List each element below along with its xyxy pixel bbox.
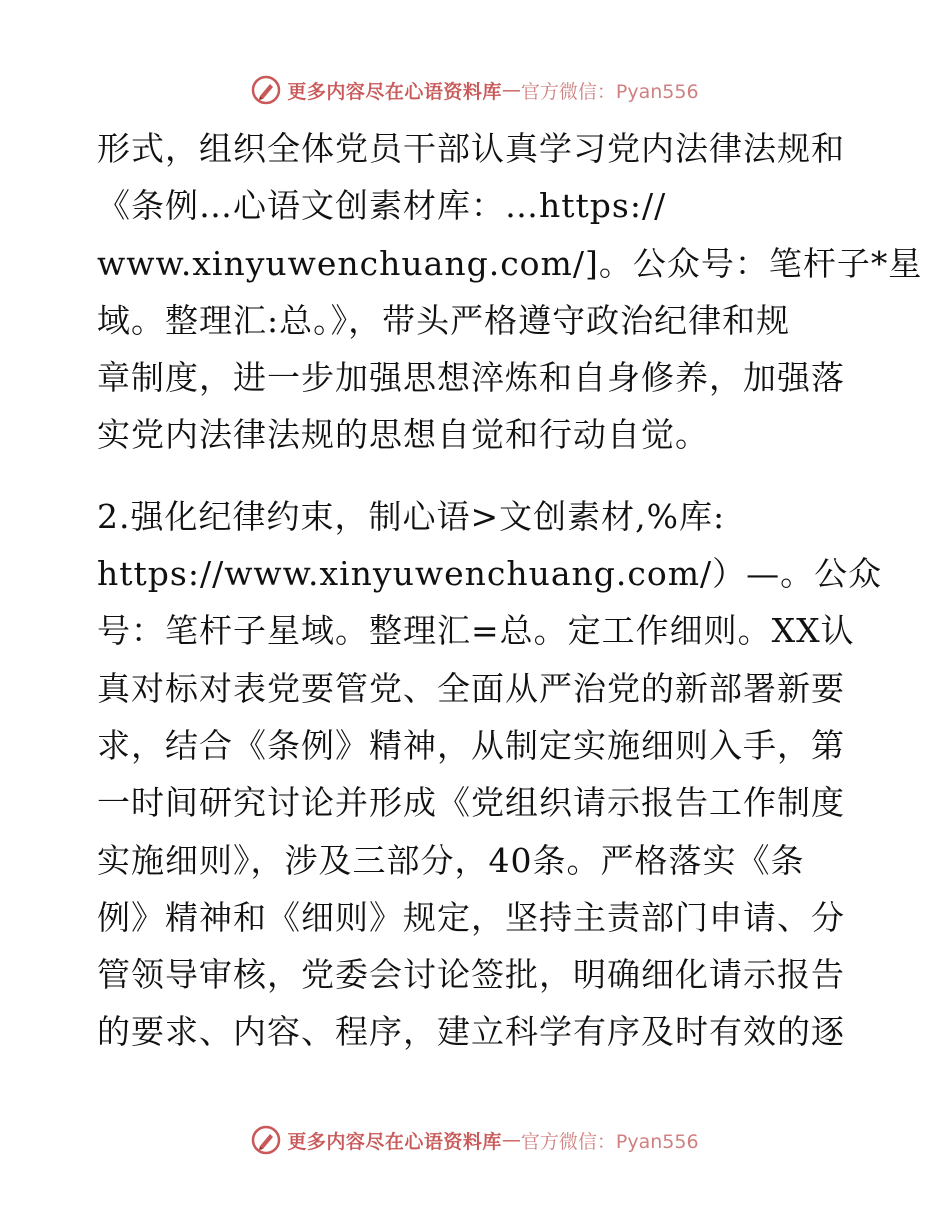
paragraph-spacer <box>97 464 857 488</box>
watermark-contact: 官方微信：Pyan556 <box>520 1130 699 1153</box>
text-line: 实党内法律法规的思想自觉和行动自觉。 <box>97 415 709 455</box>
text-line: 求，结合《条例》精神，从制定实施细则入手，第 <box>97 725 845 765</box>
text-line: www.xinyuwenchuang.com/]。公众号：笔杆子*星 <box>97 243 923 283</box>
text-line: 实施细则》，涉及三部分，40条。严格落实《条 <box>97 840 805 880</box>
document-body <box>97 120 923 1061</box>
text-line: 管领导审核，党委会讨论签批，明确细化请示报告 <box>97 955 845 995</box>
watermark-separator: — <box>501 1129 521 1151</box>
watermark-text: 更多内容尽在心语资料库 <box>287 1130 502 1153</box>
text-line: 域。整理汇:总。》，带头严格遵守政治纪律和规 <box>97 300 791 340</box>
text-line: 例》精神和《细则》规定，坚持主责部门申请、分 <box>97 897 845 937</box>
text-line: 《条例…心语文创素材库：…https:// <box>97 186 667 226</box>
text-line: 真对标对表党要管党、全面从严治党的新部署新要 <box>97 668 845 708</box>
paragraph-2 <box>97 488 883 1061</box>
text-line: 形式，组织全体党员干部认真学习党内法律法规和 <box>97 129 845 168</box>
footer-watermark <box>0 1120 950 1160</box>
header-watermark <box>0 70 950 110</box>
pen-logo-icon <box>251 75 281 105</box>
paragraph-1 <box>97 120 923 464</box>
watermark-separator: — <box>501 79 521 101</box>
text-line: 一时间研究讨论并形成《党组织请示报告工作制度 <box>97 783 845 823</box>
text-line: 号：笔杆子星域。整理汇=总。定工作细则。XX认 <box>97 611 855 651</box>
text-line: 2.强化纪律约束，制心语>文创素材,%库: <box>97 496 726 536</box>
watermark-text: 更多内容尽在心语资料库 <box>287 80 502 103</box>
watermark-contact: 官方微信：Pyan556 <box>520 80 699 103</box>
text-line: 的要求、内容、程序，建立科学有序及时有效的逐 <box>97 1012 845 1052</box>
text-line: 章制度，进一步加强思想淬炼和自身修养，加强落 <box>97 358 845 398</box>
pen-logo-icon <box>251 1125 281 1155</box>
text-line: https://www.xinyuwenchuang.com/）—。公众 <box>97 554 883 594</box>
